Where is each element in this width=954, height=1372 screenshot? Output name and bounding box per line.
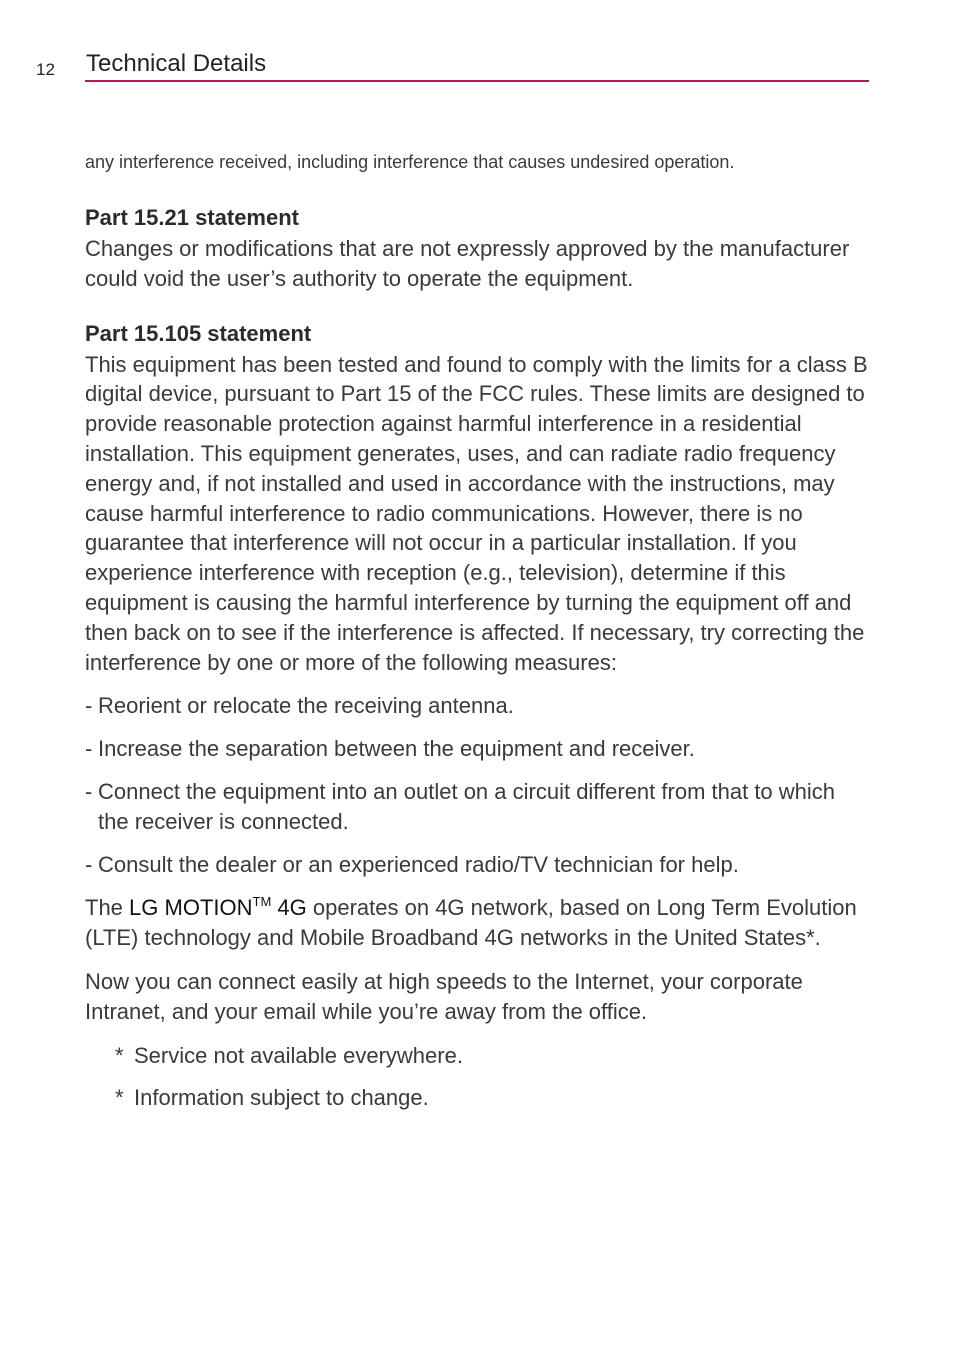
list-item bbox=[85, 691, 869, 721]
footnotes-list bbox=[85, 1041, 869, 1114]
brand-name: LG MOTION bbox=[129, 895, 253, 921]
measure-text: Increase the separation between the equipment and receiver. bbox=[98, 736, 695, 762]
part-15-21-heading: Part 15.21 statement bbox=[85, 205, 299, 230]
bullet-dash: - bbox=[85, 851, 93, 877]
measure-text: Consult the dealer or an experienced radio/TV technician for help. bbox=[98, 851, 739, 877]
header-divider bbox=[85, 80, 869, 82]
measure-text: Reorient or relocate the receiving antenna. bbox=[98, 693, 514, 719]
connect-paragraph: Now you can connect easily at high speeds to the Internet, your corporate Intranet, and your email while you’re away from the office. bbox=[85, 968, 803, 1024]
section-title: Technical Details bbox=[86, 50, 267, 77]
product-name bbox=[129, 895, 307, 920]
measure-text: Connect the equipment into an outlet on a circuit different from that to which the receiver is connected. bbox=[98, 778, 836, 834]
page-content bbox=[85, 148, 869, 1126]
footnote-item bbox=[115, 1083, 869, 1113]
intro-line: any interference received, including interference that causes undesired operation. bbox=[85, 152, 735, 172]
network-prefix: The bbox=[85, 895, 123, 921]
asterisk-marker: * bbox=[115, 1085, 124, 1111]
trademark-mark: TM bbox=[252, 894, 272, 910]
footnote-item bbox=[115, 1041, 869, 1071]
part-15-21-body: Changes or modifications that are not expressly approved by the manufacturer could void the user’s authority to operate the equipment. bbox=[85, 236, 850, 291]
footnote-text: Information subject to change. bbox=[134, 1085, 429, 1111]
part-15-105-body: This equipment has been tested and found to comply with the limits for a class B digital device, pursuant to Part 15 of the FCC rules. These limits are designed to provide reasonable protection against harmful interference in a residential installation. This equipment generates, uses, and can radiate radio frequency energy and, if not installed and used in accordance with the instructions, may cause harmful interference to radio communications. However, there is no guarantee that interference will not occur in a particular installation. If you experience interference with reception (e.g., television), determine if this equipment is causing the harmful interference by turning the equipment off and then back on to see if the interference is affected. If necessary, try correcting the interference by one or more of the following measures: bbox=[85, 351, 868, 675]
bullet-dash: - bbox=[85, 736, 93, 762]
bullet-dash: - bbox=[85, 778, 93, 804]
part-15-105-heading: Part 15.105 statement bbox=[85, 320, 312, 346]
network-text: operates on 4G network, based on Long Term Evolution (LTE) technology and Mobile Broadband 4G networks in the United States*. bbox=[85, 895, 857, 951]
network-paragraph bbox=[85, 893, 869, 953]
list-item bbox=[85, 734, 869, 764]
footnote-text: Service not available everywhere. bbox=[134, 1042, 463, 1068]
list-item bbox=[85, 850, 869, 880]
bullet-dash: - bbox=[85, 693, 93, 719]
asterisk-marker: * bbox=[115, 1042, 124, 1068]
list-item bbox=[85, 777, 869, 837]
page-number: 12 bbox=[36, 60, 55, 79]
brand-suffix: 4G bbox=[277, 895, 307, 921]
interference-measures-list bbox=[85, 691, 869, 879]
